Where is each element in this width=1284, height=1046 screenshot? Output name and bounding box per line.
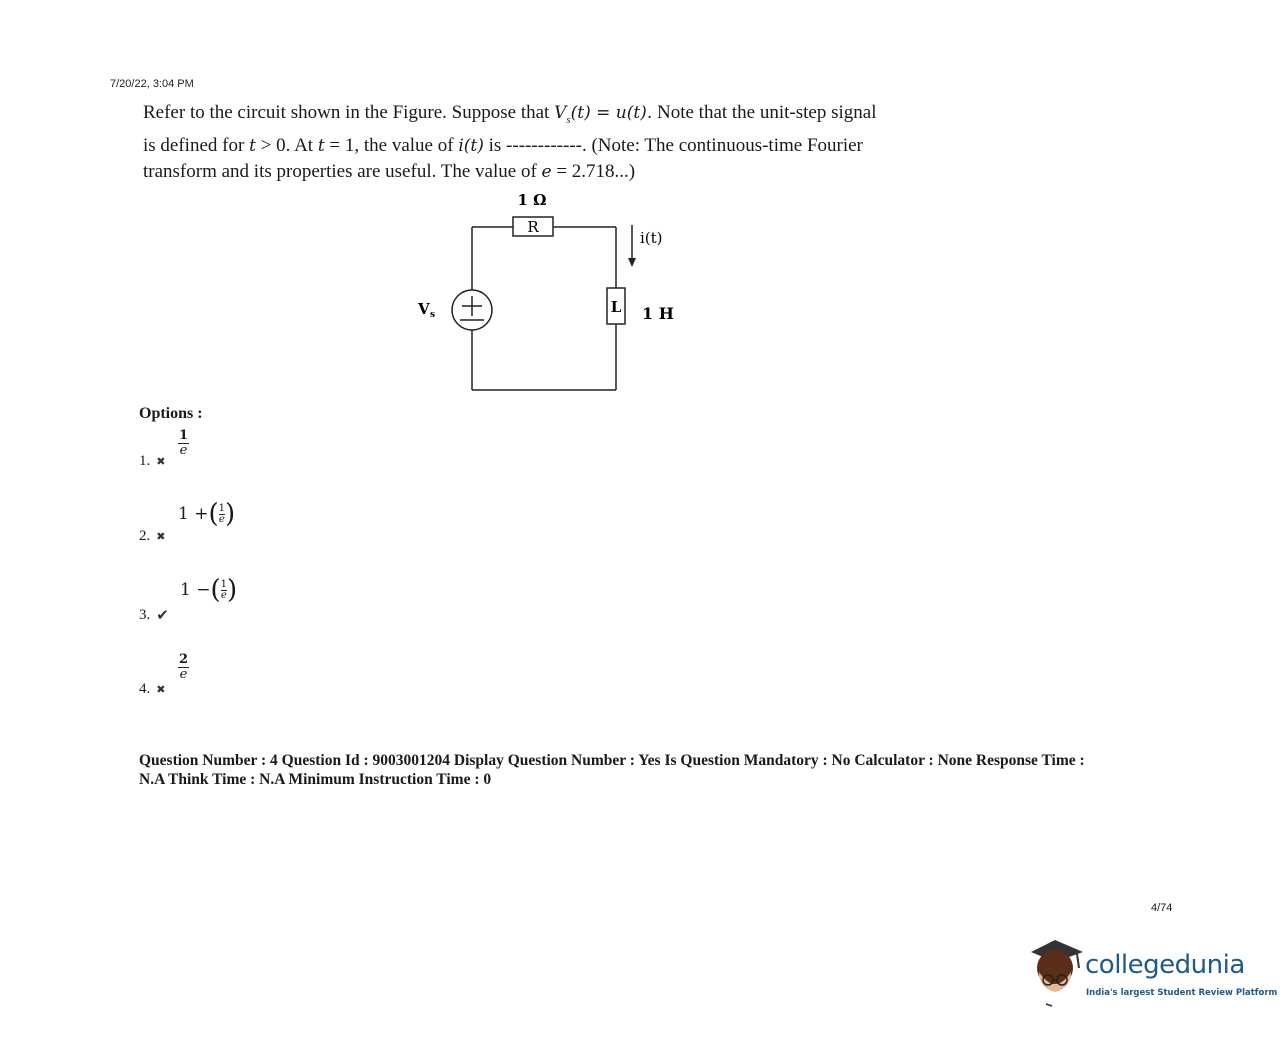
- option-2-expression: [178, 501, 235, 527]
- page-number: 4/74: [1151, 902, 1173, 914]
- text-segment: = 2.718...): [551, 160, 636, 182]
- current-label: i(t): [640, 229, 663, 247]
- text-segment: Note that the unit-step signal: [652, 102, 877, 123]
- option-number: 1.: [139, 453, 151, 469]
- options-heading: Options :: [139, 405, 203, 422]
- question-line-3: [143, 159, 973, 185]
- text-segment: = 1, the value of: [324, 134, 459, 156]
- question-line-2: [143, 133, 973, 159]
- option-4[interactable]: [139, 681, 165, 698]
- metadata-line-1: Question Number : 4 Question Id : 9003001204 Display Question Number : Yes Is Question Mandatory : No Calculator : None Response Time :: [139, 752, 1085, 769]
- paren-close: ): [225, 499, 236, 529]
- source-label: V: [418, 300, 430, 318]
- source-subscript: s: [430, 310, 436, 320]
- paren-close: ): [227, 575, 238, 605]
- expression-prefix: 1 −: [180, 580, 211, 600]
- fraction-denominator: e: [179, 443, 188, 458]
- fraction-numerator: 1: [218, 502, 225, 514]
- wrong-mark-icon: ✖: [156, 683, 166, 696]
- option-number: 3.: [139, 606, 151, 623]
- fraction-numerator: 2: [179, 652, 189, 667]
- wrong-mark-icon: ✖: [156, 530, 166, 543]
- resistor-value: 1 Ω: [517, 191, 547, 209]
- option-2[interactable]: [139, 528, 165, 545]
- fraction-denominator: e: [218, 513, 225, 525]
- metadata-line-2: N.A Think Time : N.A Minimum Instruction Time : 0: [139, 771, 492, 788]
- fraction-denominator: e: [220, 589, 227, 601]
- paren-open: (: [208, 499, 219, 529]
- text-segment: Refer to the circuit shown in the Figure. Suppose that: [143, 102, 555, 123]
- brand-name: collegedunia: [1085, 950, 1245, 980]
- math-it: i(t): [458, 135, 484, 156]
- option-3-expression: [180, 577, 237, 603]
- fraction-numerator: 1: [179, 428, 189, 443]
- paren-open: (: [210, 575, 221, 605]
- text-segment: > 0. At: [255, 134, 318, 156]
- math-e: e: [541, 161, 552, 182]
- question-text: [143, 100, 973, 185]
- fraction-denominator: e: [179, 667, 188, 682]
- option-number: 4.: [139, 681, 151, 697]
- resistor-label: R: [527, 218, 539, 236]
- math-ut: (t) = u(t).: [570, 103, 653, 123]
- inductor-label: L: [610, 298, 622, 316]
- inductor-value: 1 H: [642, 304, 674, 323]
- option-1-expression: [178, 429, 189, 458]
- option-1[interactable]: [139, 453, 165, 470]
- wrong-mark-icon: ✖: [156, 455, 166, 468]
- math-t: t: [249, 135, 256, 156]
- text-segment: is defined for: [143, 134, 250, 156]
- check-mark-icon: ✔: [156, 606, 169, 624]
- circuit-diagram: [405, 185, 705, 400]
- question-metadata: [139, 751, 1169, 789]
- option-4-expression: [178, 653, 189, 682]
- math-t: t: [317, 135, 325, 156]
- text-segment: is ------------. (Note: The continuous-time Fourier: [483, 134, 863, 156]
- brand-tagline: India's largest Student Review Platform: [1086, 988, 1278, 998]
- print-timestamp: 7/20/22, 3:04 PM: [110, 78, 194, 90]
- fraction-numerator: 1: [220, 578, 227, 590]
- option-3[interactable]: [139, 606, 169, 624]
- math-vs: V: [554, 103, 567, 123]
- option-number: 2.: [139, 528, 151, 544]
- text-segment: transform and its properties are useful. The value of: [143, 160, 542, 182]
- current-arrow-head: [628, 258, 636, 267]
- expression-prefix: 1 +: [178, 504, 209, 524]
- question-line-1: [143, 100, 973, 133]
- math-sub: s: [566, 113, 571, 126]
